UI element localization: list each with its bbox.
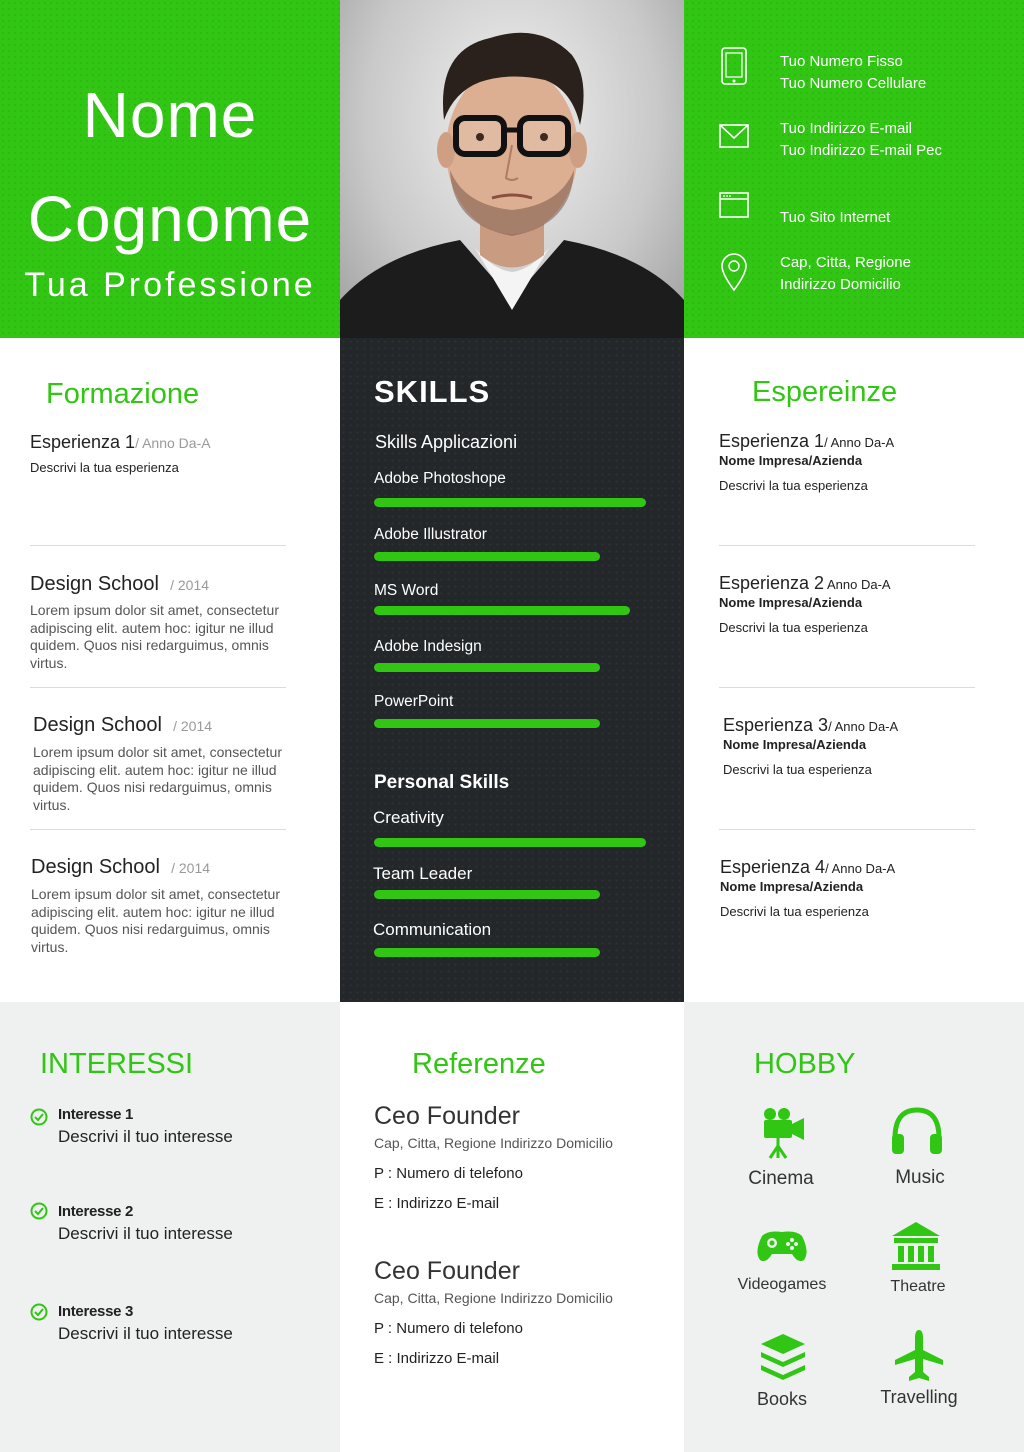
reference-2-address: Cap, Citta, Regione Indirizzo Domicilio <box>374 1290 613 1306</box>
divider <box>30 545 286 546</box>
interest-3-title: Interesse 3 <box>58 1303 134 1320</box>
interest-1-desc: Descrivi il tuo interesse <box>58 1127 233 1146</box>
location-pin-icon <box>718 252 750 290</box>
interessi-title: INTERESSI <box>40 1048 194 1080</box>
school-3-heading <box>31 856 210 879</box>
experience-3-desc: Descrivi la tua esperienza <box>723 762 872 777</box>
browser-icon <box>718 190 750 228</box>
skill-bar <box>374 719 600 728</box>
esperienze-title: Espereinze <box>752 376 898 408</box>
last-name: Cognome <box>27 183 313 255</box>
profession: Tua Professione <box>24 266 316 304</box>
contact-website <box>780 207 890 229</box>
reference-1-title: Ceo Founder <box>374 1102 520 1130</box>
school-3-title: Design School <box>31 856 160 878</box>
phone-icon <box>718 46 750 84</box>
skill-label: Adobe Illustrator <box>374 526 487 543</box>
movie-camera-icon <box>752 1106 808 1162</box>
formazione-first-year: / Anno Da-A <box>135 435 211 451</box>
experience-4 <box>720 857 990 919</box>
reference-1-phone: P : Numero di telefono <box>374 1165 523 1182</box>
contact-address-line-1: Cap, Citta, Regione <box>780 254 911 271</box>
skill-bar <box>374 552 600 561</box>
personal-skills-title: Personal Skills <box>374 772 510 793</box>
skill-bar <box>374 498 646 507</box>
experience-4-year: / Anno Da-A <box>825 861 896 876</box>
contact-email-line-2: Tuo Indirizzo E-mail Pec <box>780 142 942 159</box>
formazione-first-title: Esperienza 1 <box>30 432 136 452</box>
experience-4-title: Esperienza 4 <box>720 857 826 877</box>
school-3-year: / 2014 <box>171 860 211 876</box>
experience-4-desc: Descrivi la tua esperienza <box>720 904 869 919</box>
skill-label: Adobe Photoshope <box>374 470 506 487</box>
experience-2-company: Nome Impresa/Azienda <box>719 595 863 610</box>
hobby-label-theatre: Theatre <box>890 1278 946 1295</box>
experience-2 <box>719 573 989 635</box>
school-1-desc: Lorem ipsum dolor sit amet, consectetur adipiscing elit. autem hoc: igitur ne illud quidem. Quos nisi redarguimus, omnis virtus. <box>30 602 279 671</box>
interest-1-title: Interesse 1 <box>58 1106 134 1123</box>
school-1-year: / 2014 <box>170 577 210 593</box>
contact-phone-line-2: Tuo Numero Cellulare <box>780 75 927 92</box>
interest-3-desc: Descrivi il tuo interesse <box>58 1324 233 1343</box>
check-circle-icon <box>30 1202 48 1220</box>
hobby-title: HOBBY <box>754 1048 856 1080</box>
school-2-title: Design School <box>33 714 162 736</box>
skill-label: PowerPoint <box>374 693 454 710</box>
school-1-heading <box>30 573 209 596</box>
reference-1-email: E : Indirizzo E-mail <box>374 1195 500 1212</box>
divider <box>719 829 975 830</box>
experience-2-desc: Descrivi la tua esperienza <box>719 620 868 635</box>
contact-website-line-1: Tuo Sito Internet <box>780 209 891 226</box>
divider <box>30 687 286 688</box>
divider <box>30 829 286 830</box>
reference-1-address: Cap, Citta, Regione Indirizzo Domicilio <box>374 1135 613 1151</box>
skill-bar <box>374 838 646 847</box>
experience-1-company: Nome Impresa/Azienda <box>719 453 863 468</box>
school-2-year: / 2014 <box>173 718 213 734</box>
theatre-building-icon <box>888 1218 944 1274</box>
formazione-title: Formazione <box>46 378 200 410</box>
books-stack-icon <box>755 1330 811 1386</box>
interest-2-title: Interesse 2 <box>58 1203 134 1220</box>
contact-address-line-2: Indirizzo Domicilio <box>780 276 901 293</box>
contact-email <box>780 118 942 162</box>
experience-2-year: Anno Da-A <box>824 577 891 592</box>
school-3-desc: Lorem ipsum dolor sit amet, consectetur adipiscing elit. autem hoc: igitur ne illud quidem. Quos nisi redarguimus, omnis virtus. <box>31 886 280 955</box>
reference-2-title: Ceo Founder <box>374 1257 520 1285</box>
skill-bar <box>374 606 630 615</box>
experience-3 <box>723 715 993 777</box>
skill-bar <box>374 890 600 899</box>
experience-3-title: Esperienza 3 <box>723 715 829 735</box>
school-1-title: Design School <box>30 573 159 595</box>
experience-3-year: / Anno Da-A <box>828 719 899 734</box>
formazione-first-heading <box>30 432 211 453</box>
skill-label: Creativity <box>373 808 444 827</box>
profile-photo <box>340 0 684 338</box>
skill-bar <box>374 948 600 957</box>
school-2-heading <box>33 714 212 737</box>
check-circle-icon <box>30 1108 48 1126</box>
skills-subtitle: Skills Applicazioni <box>375 432 518 452</box>
experience-1-year: / Anno Da-A <box>824 435 895 450</box>
contact-email-line-1: Tuo Indirizzo E-mail <box>780 120 912 137</box>
envelope-icon <box>718 122 750 160</box>
gamepad-icon <box>754 1218 810 1274</box>
experience-1-desc: Descrivi la tua esperienza <box>719 478 868 493</box>
contact-phone <box>780 51 926 95</box>
hobby-label-cinema: Cinema <box>748 1168 814 1189</box>
contact-address <box>780 252 911 296</box>
experience-2-title: Esperienza 2 <box>719 573 825 593</box>
skill-label: Adobe Indesign <box>374 638 482 655</box>
hobby-label-books: Books <box>756 1389 808 1409</box>
experience-1 <box>719 431 989 493</box>
skill-bar <box>374 663 600 672</box>
interest-2-desc: Descrivi il tuo interesse <box>58 1224 233 1243</box>
experience-1-title: Esperienza 1 <box>719 431 825 451</box>
divider <box>719 687 975 688</box>
hobby-label-videogames: Videogames <box>737 1276 827 1293</box>
school-2-desc: Lorem ipsum dolor sit amet, consectetur adipiscing elit. autem hoc: igitur ne illud quidem. Quos nisi redarguimus, omnis virtus. <box>33 744 282 813</box>
reference-2-email: E : Indirizzo E-mail <box>374 1350 500 1367</box>
referenze-title: Referenze <box>412 1048 546 1080</box>
reference-2-phone: P : Numero di telefono <box>374 1320 523 1337</box>
skills-title: SKILLS <box>374 374 491 409</box>
check-circle-icon <box>30 1303 48 1321</box>
contact-phone-line-1: Tuo Numero Fisso <box>780 53 903 70</box>
skill-label: Team Leader <box>373 864 473 883</box>
experience-4-company: Nome Impresa/Azienda <box>720 879 864 894</box>
skill-label: MS Word <box>374 582 439 599</box>
first-name: Nome <box>82 79 258 151</box>
airplane-icon <box>891 1328 947 1384</box>
portrait-illustration <box>340 0 684 338</box>
hobby-label-music: Music <box>895 1167 945 1188</box>
experience-3-company: Nome Impresa/Azienda <box>723 737 867 752</box>
skill-label: Communication <box>373 920 492 939</box>
headphones-icon <box>889 1104 945 1160</box>
hobby-label-travelling: Travelling <box>880 1387 958 1407</box>
formazione-first-desc: Descrivi la tua esperienza <box>30 460 179 475</box>
divider <box>719 545 975 546</box>
